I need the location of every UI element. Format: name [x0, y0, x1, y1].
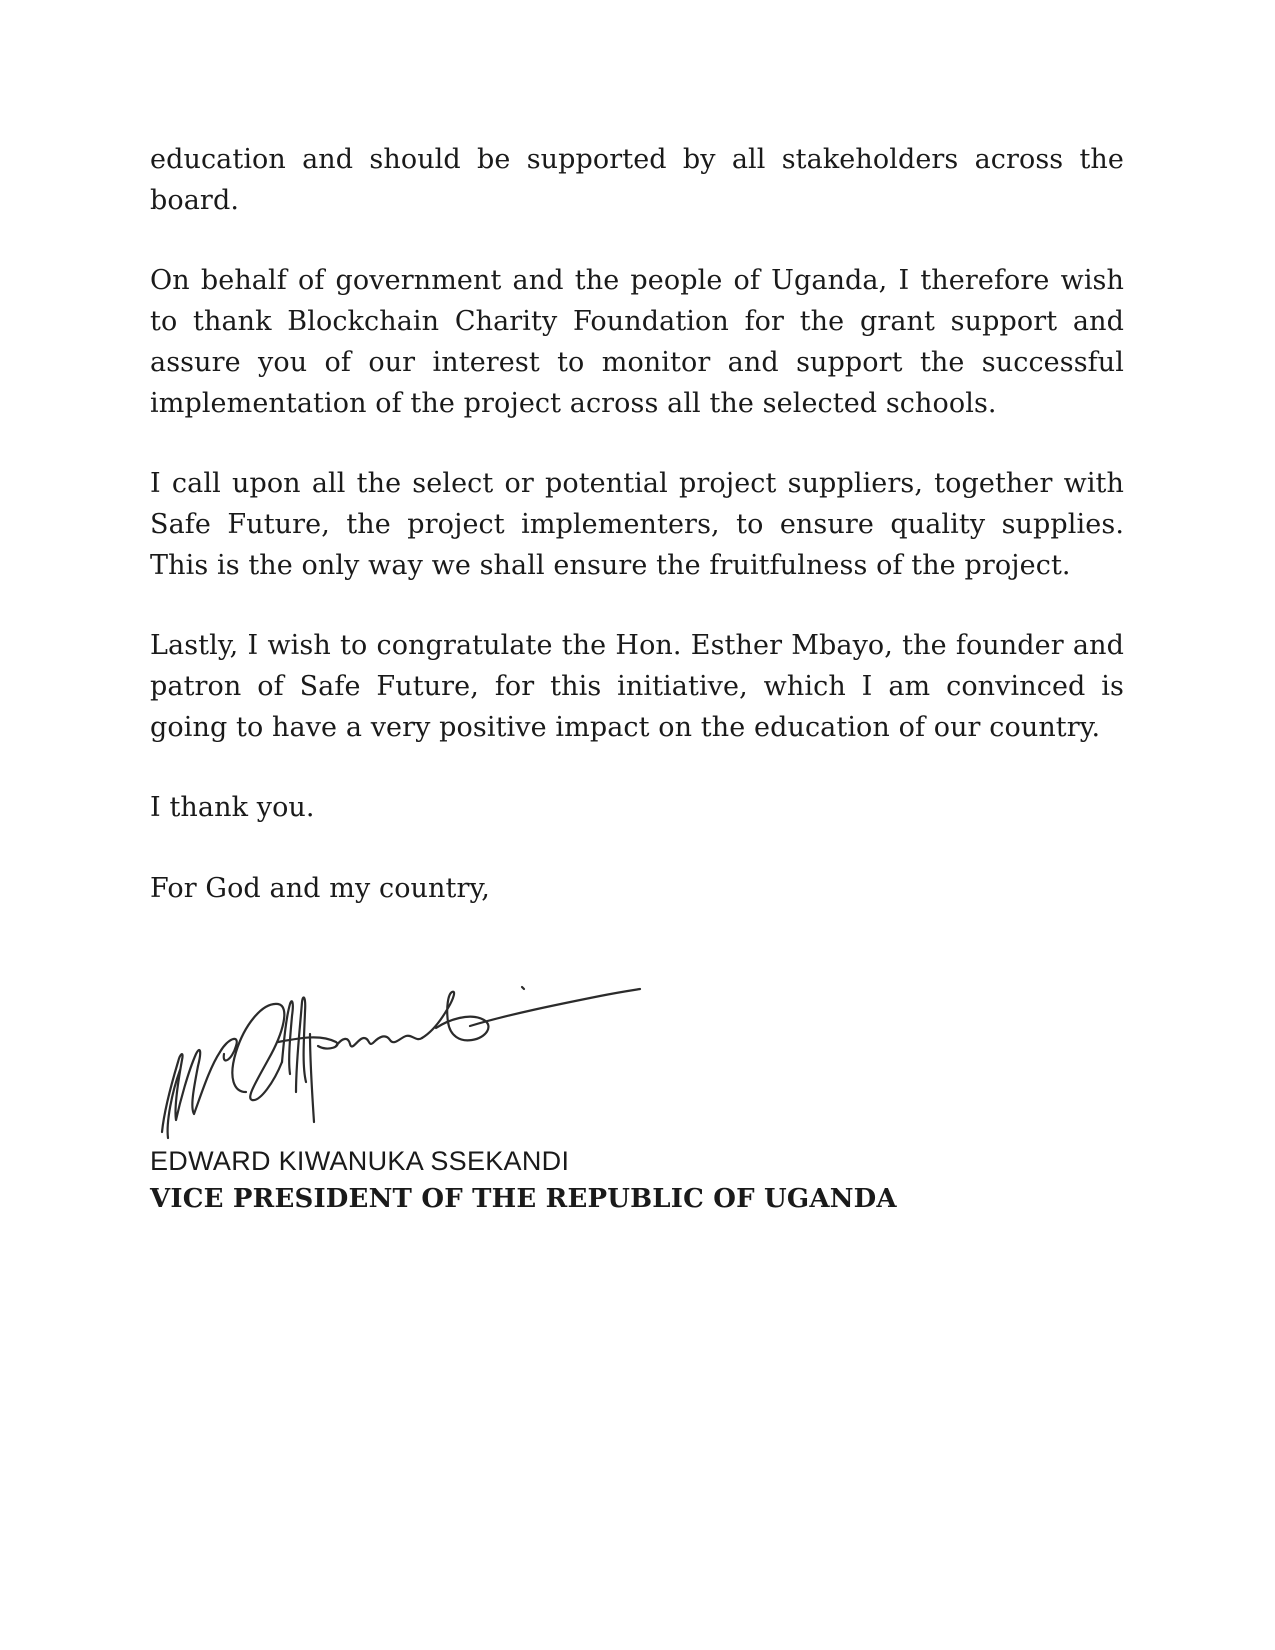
handwritten-signature — [150, 942, 650, 1142]
paragraph-call-suppliers: I call upon all the select or potential project suppliers, together with Safe Future, the project implementers, to ensure quality supplies. This is the only way we shall ensure the fruitfulness of the project. — [150, 468, 1124, 581]
paragraph-congratulate-founder: Lastly, I wish to congratulate the Hon. Esther Mbayo, the founder and patron of Safe Future, for this initiative, which I am convinced is going to have a very positive impact on the education of our country. — [150, 630, 1124, 743]
signer-title: VICE PRESIDENT OF THE REPUBLIC OF UGANDA — [150, 1183, 897, 1214]
letter-page — [150, 140, 1124, 1218]
paragraph-thanks-foundation: On behalf of government and the people of Uganda, I therefore wish to thank Blockchain Charity Foundation for the grant support and assure you of our interest to monitor and support the successful implementation of the project across all the selected schools. — [150, 265, 1124, 419]
closing-salutation: For God and my country, — [150, 873, 490, 905]
paragraph-education-support: education and should be supported by all stakeholders across the board. — [150, 144, 1124, 216]
signer-name: EDWARD KIWANUKA SSEKANDI — [150, 1145, 570, 1176]
closing-thank-you: I thank you. — [150, 792, 315, 824]
signature-icon — [150, 942, 650, 1142]
